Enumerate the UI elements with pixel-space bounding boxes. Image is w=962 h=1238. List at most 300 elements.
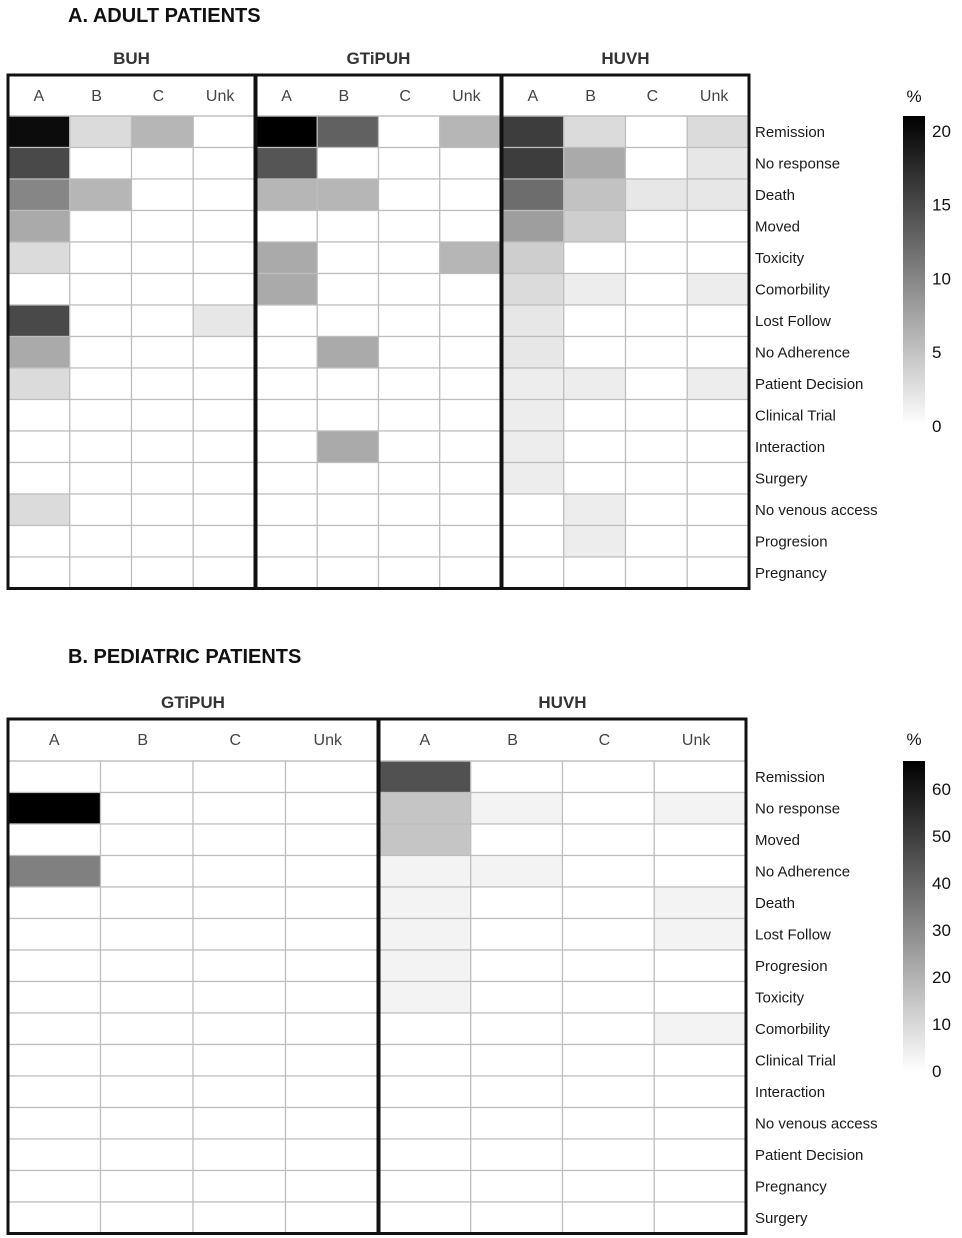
heatmap-cell: [101, 919, 194, 951]
heatmap-cell: [563, 1171, 655, 1203]
heatmap-cell: [564, 400, 626, 432]
heatmap-cell: [193, 761, 286, 793]
heatmap-cell: [101, 887, 194, 919]
heatmap-cell: [440, 337, 501, 369]
heatmap-cell: [256, 526, 317, 558]
colorbar: [903, 761, 925, 1071]
heatmap-cell: [256, 305, 317, 337]
heatmap-cell: [193, 337, 255, 369]
heatmap-cell: [132, 463, 194, 495]
heatmap-cell: [626, 463, 688, 495]
heatmap-cell: [101, 856, 194, 888]
heatmap-cell: [193, 1045, 286, 1077]
colorbar-tick-label: 60: [932, 780, 951, 800]
heatmap-cell: [654, 1202, 746, 1234]
heatmap-cell: [687, 400, 749, 432]
column-label: B: [91, 88, 102, 105]
heatmap-cell: [626, 274, 688, 306]
heatmap-cell: [317, 242, 378, 274]
heatmap-cell: [471, 950, 563, 982]
heatmap-cell: [626, 148, 688, 180]
heatmap-cell: [502, 116, 564, 148]
heatmap-cell: [379, 211, 440, 243]
heatmap-cell: [132, 431, 194, 463]
row-label: No venous access: [755, 501, 878, 519]
heatmap-cell: [286, 887, 379, 919]
heatmap-cell: [379, 1171, 471, 1203]
heatmap-cell: [193, 494, 255, 526]
heatmap-cell: [8, 242, 70, 274]
heatmap-cell: [317, 494, 378, 526]
heatmap-cell: [626, 305, 688, 337]
heatmap-cell: [379, 337, 440, 369]
heatmap-cell: [687, 337, 749, 369]
heatmap-cell: [317, 116, 378, 148]
heatmap-cell: [379, 1076, 471, 1108]
heatmap-cell: [8, 761, 101, 793]
heatmap-cell: [687, 494, 749, 526]
heatmap-cell: [626, 557, 688, 589]
heatmap-cell: [8, 116, 70, 148]
heatmap-cell: [317, 211, 378, 243]
column-label: C: [399, 88, 411, 105]
heatmap-cell: [687, 242, 749, 274]
heatmap-cell: [563, 1076, 655, 1108]
heatmap-cell: [564, 431, 626, 463]
heatmap-cell: [563, 1108, 655, 1140]
heatmap-cell: [440, 211, 501, 243]
site-title-huvh: HUVH: [538, 693, 587, 712]
colorbar-tick-label: 10: [932, 1015, 951, 1035]
heatmap-cell: [8, 400, 70, 432]
heatmap-cell: [70, 557, 132, 589]
section-title: B. PEDIATRIC PATIENTS: [68, 646, 302, 668]
heatmap-cell: [193, 1108, 286, 1140]
heatmap-cell: [654, 982, 746, 1014]
heatmap-cell: [687, 557, 749, 589]
heatmap-cell: [132, 337, 194, 369]
heatmap-cell: [101, 1013, 194, 1045]
heatmap-cell: [471, 856, 563, 888]
colorbar-tick-label: 15: [932, 195, 951, 215]
heatmap-cell: [626, 431, 688, 463]
heatmap-cell: [564, 526, 626, 558]
column-label: C: [152, 88, 165, 105]
heatmap-cell: [471, 824, 563, 856]
heatmap-cell: [132, 179, 194, 211]
heatmap-cell: [379, 856, 471, 888]
row-label: Moved: [755, 831, 801, 849]
heatmap-cell: [193, 856, 286, 888]
heatmap-cell: [687, 116, 749, 148]
colorbar-tick-label: 0: [932, 1062, 942, 1081]
heatmap-cell: [193, 305, 255, 337]
heatmap-cell: [687, 431, 749, 463]
heatmap-cell: [654, 1013, 746, 1045]
heatmap-cell: [132, 211, 194, 243]
row-label: Lost Follow: [755, 926, 831, 944]
heatmap-cell: [8, 463, 70, 495]
heatmap-cell: [317, 305, 378, 337]
heatmap-cell: [471, 1013, 563, 1045]
heatmap-cell: [193, 887, 286, 919]
heatmap-cell: [379, 368, 440, 400]
heatmap-cell: [193, 1076, 286, 1108]
column-label: A: [48, 732, 60, 749]
heatmap-cell: [626, 526, 688, 558]
heatmap-cell: [193, 463, 255, 495]
site-title-gtipuh: GTiPUH: [346, 49, 411, 68]
heatmap-cell: [256, 368, 317, 400]
column-label: B: [507, 732, 518, 749]
heatmap-cell: [502, 148, 564, 180]
heatmap-cell: [502, 463, 564, 495]
heatmap-cell: [379, 148, 440, 180]
heatmap-cell: [564, 368, 626, 400]
heatmap-cell: [502, 494, 564, 526]
heatmap-cell: [564, 494, 626, 526]
heatmap-cell: [471, 887, 563, 919]
colorbar-tick-label: 40: [932, 874, 951, 894]
heatmap-cell: [471, 793, 563, 825]
row-label: Progresion: [755, 957, 828, 975]
heatmap-cell: [379, 274, 440, 306]
heatmap-cell: [471, 1045, 563, 1077]
heatmap-cell: [564, 305, 626, 337]
heatmap-cell: [256, 337, 317, 369]
row-label: Toxicity: [755, 249, 805, 267]
heatmap-cell: [626, 116, 688, 148]
heatmap-cell: [70, 179, 132, 211]
heatmap-cell: [317, 431, 378, 463]
column-label: Unk: [681, 732, 711, 749]
heatmap-cell: [193, 242, 255, 274]
column-label: C: [598, 732, 611, 749]
heatmap-cell: [8, 856, 101, 888]
heatmap-cell: [101, 1076, 194, 1108]
heatmap-cell: [440, 494, 501, 526]
heatmap-cell: [101, 1139, 194, 1171]
heatmap-cell: [440, 274, 501, 306]
heatmap-cell: [654, 1076, 746, 1108]
heatmap-cell: [193, 368, 255, 400]
heatmap-cell: [379, 179, 440, 211]
section-title: A. ADULT PATIENTS: [68, 5, 261, 27]
heatmap-cell: [687, 148, 749, 180]
heatmap-cell: [8, 211, 70, 243]
row-label: No venous access: [755, 1115, 878, 1133]
heatmap-cell: [654, 1045, 746, 1077]
heatmap-cell: [286, 1202, 379, 1234]
heatmap-cell: [626, 211, 688, 243]
row-label: Death: [755, 894, 796, 912]
row-label: Lost Follow: [755, 312, 831, 330]
heatmap-cell: [687, 211, 749, 243]
heatmap-cell: [70, 431, 132, 463]
heatmap-cell: [193, 1171, 286, 1203]
heatmap-cell: [70, 463, 132, 495]
heatmap-cell: [502, 211, 564, 243]
heatmap-cell: [70, 368, 132, 400]
heatmap-cell: [256, 179, 317, 211]
heatmap-cell: [379, 431, 440, 463]
row-label: No Adherence: [755, 344, 851, 362]
colorbar-tick-label: 0: [932, 417, 942, 436]
heatmap-cell: [317, 463, 378, 495]
heatmap-cell: [70, 494, 132, 526]
heatmap-cell: [132, 368, 194, 400]
colorbar-tick-label: 10: [932, 269, 951, 289]
heatmap-cell: [132, 494, 194, 526]
colorbar-tick-label: 20: [932, 121, 951, 141]
heatmap-cell: [193, 274, 255, 306]
heatmap-cell: [8, 337, 70, 369]
heatmap-cell: [654, 824, 746, 856]
heatmap-cell: [70, 305, 132, 337]
heatmap-cell: [564, 274, 626, 306]
heatmap-cell: [286, 1139, 379, 1171]
heatmap-cell: [502, 431, 564, 463]
heatmap-cell: [379, 1139, 471, 1171]
heatmap-cell: [70, 400, 132, 432]
heatmap-cell: [286, 761, 379, 793]
heatmap-cell: [8, 557, 70, 589]
heatmap-cell: [8, 1202, 101, 1234]
heatmap-cell: [654, 919, 746, 951]
heatmap-cell: [317, 148, 378, 180]
heatmap-cell: [193, 179, 255, 211]
heatmap-cell: [564, 337, 626, 369]
heatmap-cell: [379, 526, 440, 558]
heatmap-cell: [70, 274, 132, 306]
heatmap-cell: [70, 526, 132, 558]
heatmap-cell: [256, 400, 317, 432]
heatmap-cell: [379, 1202, 471, 1234]
heatmap-cell: [379, 463, 440, 495]
heatmap-cell: [471, 1076, 563, 1108]
heatmap-cell: [101, 1045, 194, 1077]
heatmap-cell: [193, 431, 255, 463]
heatmap-cell: [654, 950, 746, 982]
heatmap-cell: [101, 982, 194, 1014]
row-label: Comorbility: [755, 1020, 831, 1038]
heatmap-cell: [564, 242, 626, 274]
heatmap-cell: [379, 242, 440, 274]
heatmap-cell: [687, 463, 749, 495]
heatmap-cell: [440, 116, 501, 148]
heatmap-cell: [687, 526, 749, 558]
heatmap-cell: [379, 494, 440, 526]
row-label: Clinical Trial: [755, 1052, 836, 1070]
heatmap-cell: [626, 242, 688, 274]
heatmap-cell: [286, 1171, 379, 1203]
column-label: Unk: [313, 732, 342, 749]
heatmap-cell: [563, 982, 655, 1014]
heatmap-cell: [687, 274, 749, 306]
heatmap-cell: [193, 824, 286, 856]
heatmap-cell: [471, 1108, 563, 1140]
heatmap-cell: [8, 1139, 101, 1171]
heatmap-cell: [132, 400, 194, 432]
heatmap-cell: [193, 950, 286, 982]
column-label: B: [137, 732, 149, 749]
row-label: Progresion: [755, 533, 828, 551]
row-label: No response: [755, 155, 841, 173]
heatmap-cell: [70, 148, 132, 180]
heatmap-cell: [379, 1108, 471, 1140]
heatmap-cell: [256, 494, 317, 526]
colorbar-tick-label: 50: [932, 827, 951, 847]
heatmap-cell: [440, 179, 501, 211]
heatmap-cell: [471, 1202, 563, 1234]
heatmap-cell: [317, 368, 378, 400]
heatmap-cell: [256, 211, 317, 243]
row-label: Patient Decision: [755, 375, 864, 393]
heatmap-cell: [440, 557, 501, 589]
heatmap-cell: [654, 1139, 746, 1171]
heatmap-cell: [440, 526, 501, 558]
heatmap-cell: [563, 1139, 655, 1171]
heatmap-cell: [8, 494, 70, 526]
row-label: Remission: [755, 123, 826, 141]
heatmap-cell: [256, 431, 317, 463]
heatmap-cell: [687, 368, 749, 400]
row-label: Pregnancy: [755, 1178, 827, 1196]
heatmap-cell: [563, 1045, 655, 1077]
column-label: A: [281, 88, 292, 105]
column-label: B: [585, 88, 596, 105]
column-label: A: [527, 88, 539, 105]
heatmap-cell: [379, 887, 471, 919]
column-label: Unk: [452, 88, 481, 105]
heatmap-cell: [101, 1202, 194, 1234]
heatmap-cell: [564, 179, 626, 211]
heatmap-cell: [471, 982, 563, 1014]
heatmap-cell: [132, 557, 194, 589]
site-title-gtipuh: GTiPUH: [161, 693, 225, 712]
column-label: A: [33, 88, 45, 105]
heatmap-cell: [379, 1013, 471, 1045]
heatmap-cell: [564, 148, 626, 180]
heatmap-cell: [563, 1202, 655, 1234]
heatmap-cell: [379, 761, 471, 793]
heatmap-cell: [8, 305, 70, 337]
colorbar-unit-label: %: [906, 87, 922, 106]
heatmap-cell: [654, 1171, 746, 1203]
heatmap-cell: [564, 211, 626, 243]
heatmap-cell: [626, 337, 688, 369]
column-label: C: [646, 88, 659, 105]
heatmap-cell: [193, 400, 255, 432]
heatmap-cell: [317, 400, 378, 432]
heatmap-cell: [256, 557, 317, 589]
heatmap-cell: [256, 463, 317, 495]
heatmap-cell: [440, 242, 501, 274]
heatmap-cell: [256, 148, 317, 180]
heatmap-cell: [286, 1013, 379, 1045]
heatmap-cell: [563, 887, 655, 919]
row-label: Moved: [755, 218, 801, 236]
heatmap-cell: [379, 982, 471, 1014]
row-label: Pregnancy: [755, 564, 827, 582]
heatmap-cell: [440, 368, 501, 400]
heatmap-cell: [379, 793, 471, 825]
heatmap-cell: [379, 824, 471, 856]
heatmap-cell: [286, 1076, 379, 1108]
heatmap-cell: [626, 179, 688, 211]
row-label: Death: [755, 186, 796, 204]
heatmap-cell: [286, 793, 379, 825]
row-label: Remission: [755, 768, 826, 786]
heatmap-cell: [8, 950, 101, 982]
heatmap-cell: [379, 400, 440, 432]
colorbar: [903, 116, 925, 426]
heatmap-cell: [8, 793, 101, 825]
heatmap-cell: [8, 274, 70, 306]
heatmap-cell: [563, 1013, 655, 1045]
colorbar-tick-label: 30: [932, 921, 951, 941]
column-label: Unk: [699, 88, 729, 105]
heatmap-cell: [8, 1013, 101, 1045]
heatmap-cell: [101, 793, 194, 825]
row-label: Interaction: [755, 438, 826, 456]
heatmap-cell: [8, 919, 101, 951]
heatmap-cell: [654, 793, 746, 825]
heatmap-cell: [193, 919, 286, 951]
heatmap-cell: [626, 400, 688, 432]
column-label: C: [229, 732, 242, 749]
heatmap-cell: [193, 557, 255, 589]
heatmap-cell: [563, 950, 655, 982]
heatmap-cell: [654, 887, 746, 919]
heatmap-cell: [193, 211, 255, 243]
heatmap-cell: [286, 919, 379, 951]
heatmap-cell: [626, 494, 688, 526]
heatmap-cell: [70, 242, 132, 274]
heatmap-cell: [379, 116, 440, 148]
heatmap-cell: [256, 242, 317, 274]
heatmap-cell: [563, 761, 655, 793]
colorbar-tick-label: 20: [932, 968, 951, 988]
heatmap-cell: [101, 1171, 194, 1203]
heatmap-cell: [379, 305, 440, 337]
heatmap-cell: [440, 148, 501, 180]
heatmap-cell: [563, 919, 655, 951]
heatmap-cell: [256, 116, 317, 148]
heatmap-cell: [502, 368, 564, 400]
heatmap-cell: [502, 526, 564, 558]
heatmap-cell: [564, 463, 626, 495]
heatmap-cell: [132, 526, 194, 558]
heatmap-cell: [564, 557, 626, 589]
heatmap-cell: [379, 557, 440, 589]
colorbar-unit-label: %: [906, 730, 922, 749]
row-label: Patient Decision: [755, 1146, 864, 1164]
heatmap-cell: [193, 982, 286, 1014]
heatmap-cell: [687, 179, 749, 211]
heatmap-cell: [193, 116, 255, 148]
heatmap-cell: [502, 305, 564, 337]
heatmap-cell: [379, 950, 471, 982]
heatmap-cell: [286, 1045, 379, 1077]
heatmap-cell: [563, 824, 655, 856]
heatmap-cell: [471, 1139, 563, 1171]
heatmap-cell: [286, 1108, 379, 1140]
heatmap-cell: [317, 557, 378, 589]
heatmap-cell: [471, 919, 563, 951]
heatmap-cell: [8, 824, 101, 856]
heatmap-cell: [101, 1108, 194, 1140]
